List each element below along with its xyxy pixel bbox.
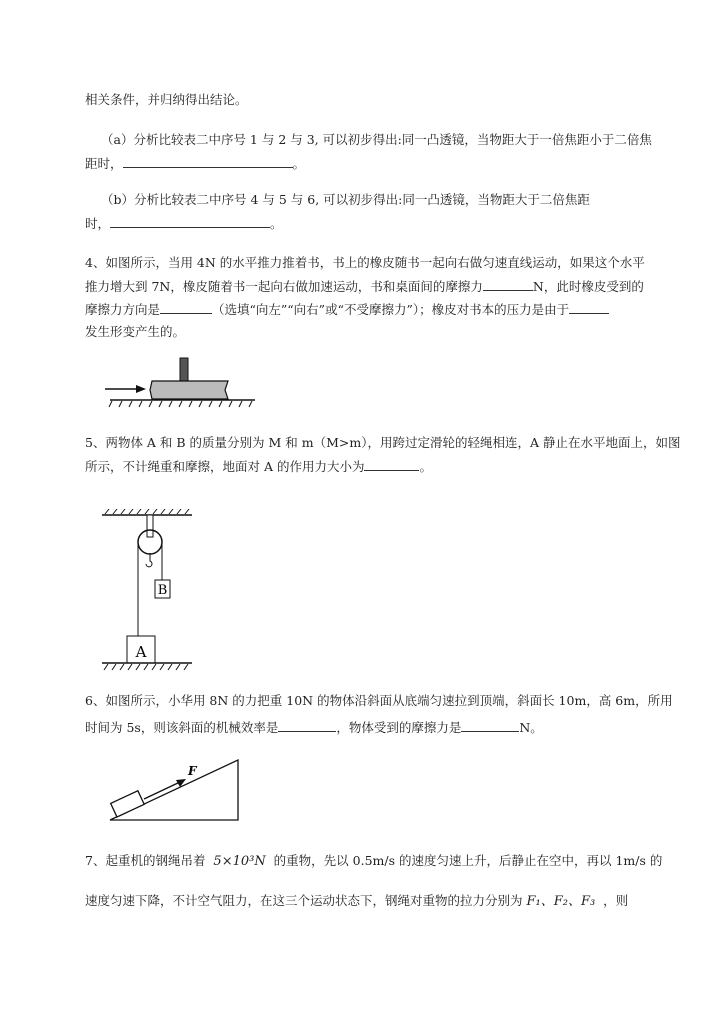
q6-text: N。: [519, 720, 543, 735]
hook: [146, 553, 152, 567]
ground-hatch: [109, 401, 252, 407]
q4-text: 摩擦力方向是: [85, 302, 161, 317]
label-a: A: [135, 643, 147, 661]
label-b: B: [157, 583, 168, 598]
intro-text: 相关条件，并归纳得出结论。: [85, 92, 248, 107]
eraser: [180, 358, 188, 381]
answer-blank[interactable]: [278, 719, 336, 732]
q4-line2: [85, 278, 644, 295]
part-a-answer-line: [85, 155, 305, 172]
q6-line1: 6、如图所示，小华用 8N 的力把重 10N 的物体沿斜面从底端匀速拉到顶端，斜面长 10m，高 6m，所用: [85, 693, 673, 708]
q6-text: 时间为 5s，则该斜面的机械效率是: [85, 720, 279, 735]
q6-line2: [85, 719, 543, 736]
book-push-figure: [100, 352, 260, 412]
forces-formula: F₁、F₂、F₃: [526, 894, 596, 909]
part-b-text: （b）分析比较表二中序号 4 与 5 与 6, 可以初步得出:同一凸透镜，当物距大于二倍焦距: [101, 192, 590, 207]
q7-text: ，则: [603, 893, 629, 908]
q4-line3: [85, 301, 609, 318]
book: [150, 381, 228, 399]
q4-text: 推力增大到 7N，橡皮随着书一起向右做加速运动，书和桌面间的摩擦力: [85, 279, 483, 294]
q5-line1: 5、两物体 A 和 B 的质量分别为 M 和 m（M>m），用跨过定滑轮的轻绳相连，A 静止在水平地面上，如图: [85, 435, 681, 450]
answer-blank[interactable]: [569, 301, 609, 314]
part-a-suffix: 。: [292, 156, 306, 171]
part-b-answer-line: [85, 215, 283, 232]
part-b-suffix: 。: [270, 216, 283, 231]
q7-text: 速度匀速下降，不计空气阻力，在这三个运动状态下，钢绳对重物的拉力分别为: [85, 893, 523, 908]
q7-line1: [85, 853, 662, 870]
part-b-prefix: 时，: [85, 216, 111, 231]
part-a-prefix: 距时，: [85, 156, 123, 171]
q7-text: 7、起重机的钢绳吊着: [85, 853, 206, 868]
answer-blank[interactable]: [160, 301, 212, 314]
q7-text: 的重物，先以 0.5m/s 的速度匀速上升，后静止在空中，再以 1m/s 的: [273, 853, 663, 868]
q7-line2: [85, 893, 628, 910]
answer-blank[interactable]: [123, 155, 293, 168]
answer-blank[interactable]: [461, 719, 519, 732]
q4-text: N，此时橡皮受到的: [532, 279, 644, 294]
answer-blank[interactable]: [483, 278, 533, 291]
weight-formula: 5×10³N: [213, 854, 266, 869]
q4-line1: 4、如图所示，当用 4N 的水平推力推着书，书上的橡皮随书一起向右做匀速直线运动，如果这个水平: [85, 255, 645, 270]
q6-text: ，物体受到的摩擦力是: [336, 720, 462, 735]
answer-blank[interactable]: [110, 215, 270, 228]
q5-text: 所示，不计绳重和摩擦，地面对 A 的作用力大小为: [85, 459, 365, 474]
push-arrow: [105, 385, 146, 393]
q5-line2: [85, 458, 432, 475]
part-a-text: （a）分析比较表二中序号 1 与 2 与 3, 可以初步得出:同一凸透镜，当物距大于一倍焦距小于二倍焦: [101, 132, 652, 147]
q5-text: 。: [419, 459, 432, 474]
q4-line4: 发生形变产生的。: [85, 324, 186, 339]
incline-figure: [100, 755, 250, 830]
q4-text: （选填“向左”“向右”或“不受摩擦力”）；橡皮对书本的压力是由于: [212, 302, 570, 317]
force-label: F: [188, 764, 197, 778]
pulley-figure: [100, 505, 200, 675]
answer-blank[interactable]: [364, 458, 419, 471]
